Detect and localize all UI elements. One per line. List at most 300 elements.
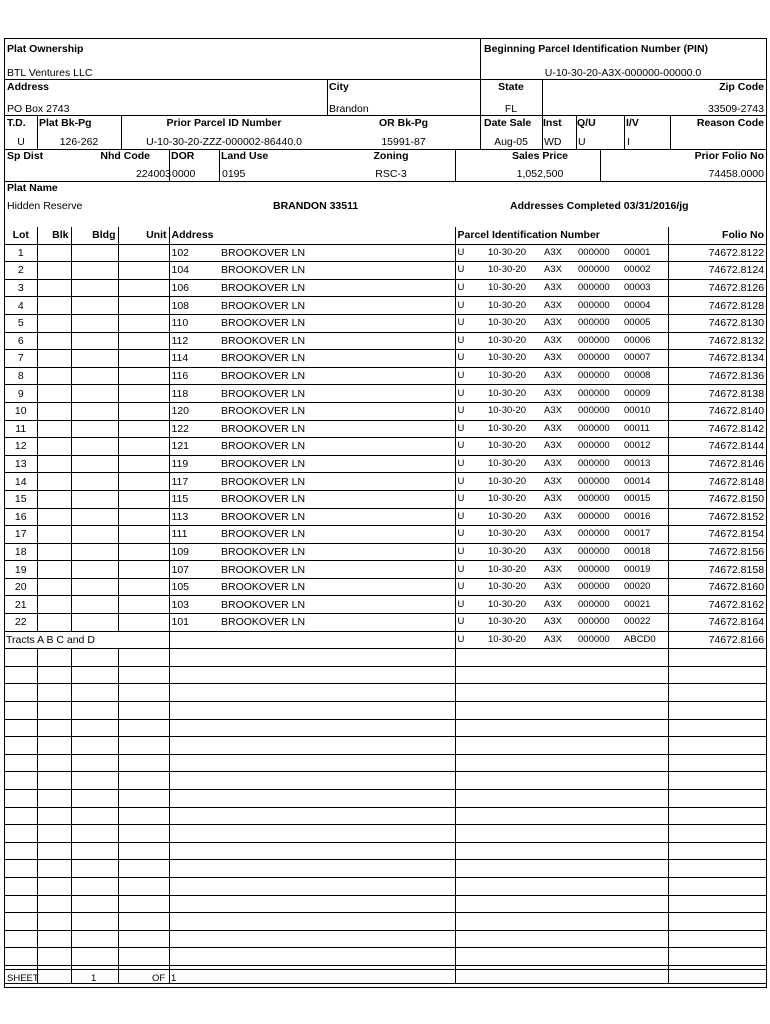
blank-row <box>5 948 766 966</box>
lot-cell <box>5 860 37 878</box>
table-row <box>5 578 766 596</box>
blank-row <box>5 790 766 808</box>
lot-cell <box>5 790 37 808</box>
pin-sec-cell: 10-30-20 <box>486 473 542 491</box>
pin-cell <box>455 649 668 667</box>
pin-sec-cell: 10-30-20 <box>486 614 542 632</box>
house-number-cell: 114 <box>169 350 219 368</box>
plat-bkpg-value: 126-262 <box>59 136 99 148</box>
street-cell: BROOKOVER LN <box>219 473 455 491</box>
lot-cell: 9 <box>5 385 37 403</box>
folio-cell: 74672.8158 <box>668 561 766 579</box>
unit-cell <box>118 490 169 508</box>
blk-cell <box>37 455 71 473</box>
street-cell: BROOKOVER LN <box>219 244 455 262</box>
dor-label: DOR <box>171 150 195 162</box>
folio-cell: 74672.8126 <box>668 279 766 297</box>
pin-lotno-cell: 00006 <box>622 332 668 350</box>
pin-sec-cell: 10-30-20 <box>486 543 542 561</box>
blank-row <box>5 807 766 825</box>
blank-row <box>5 684 766 702</box>
bldg-cell <box>71 455 118 473</box>
date-sale-label: Date Sale <box>484 117 532 129</box>
lot-cell <box>5 649 37 667</box>
house-number-cell: 117 <box>169 473 219 491</box>
table-row <box>5 262 766 280</box>
house-number-cell: 112 <box>169 332 219 350</box>
pin-u-cell: U <box>455 279 486 297</box>
col-lot: Lot <box>5 227 37 244</box>
pin-sec-cell: 10-30-20 <box>486 508 542 526</box>
pin-blk-cell: 000000 <box>576 262 622 280</box>
lot-cell: 7 <box>5 350 37 368</box>
pin-sub-cell: A3X <box>542 350 576 368</box>
lot-cell: 17 <box>5 526 37 544</box>
plat-name-label: Plat Name <box>7 182 58 194</box>
folio-cell <box>668 790 766 808</box>
bldg-cell <box>71 596 118 614</box>
pin-sec-cell: 10-30-20 <box>486 490 542 508</box>
pin-blk-cell: 000000 <box>576 596 622 614</box>
state-value: FL <box>504 103 518 115</box>
folio-cell: 74672.8148 <box>668 473 766 491</box>
divider <box>480 39 481 79</box>
pin-lotno-cell: 00008 <box>622 367 668 385</box>
pin-u-cell: U <box>455 543 486 561</box>
lot-cell: 14 <box>5 473 37 491</box>
street-cell: BROOKOVER LN <box>219 367 455 385</box>
house-number-cell: 107 <box>169 561 219 579</box>
pin-blk-cell: 000000 <box>576 385 622 403</box>
unit-cell <box>118 737 169 755</box>
divider <box>542 115 543 149</box>
pin-sec-cell: 10-30-20 <box>486 279 542 297</box>
pin-blk-cell: 000000 <box>576 561 622 579</box>
folio-cell: 74672.8142 <box>668 420 766 438</box>
unit-cell <box>118 842 169 860</box>
table-row <box>5 631 766 649</box>
folio-cell: 74672.8156 <box>668 543 766 561</box>
table-header <box>5 227 766 244</box>
bldg-cell <box>71 420 118 438</box>
bldg-cell <box>71 825 118 843</box>
pin-cell <box>455 684 668 702</box>
unit-cell <box>118 684 169 702</box>
blk-cell <box>37 719 71 737</box>
prior-folio-label: Prior Folio No <box>694 150 764 162</box>
pin-lotno-cell: ABCD0 <box>622 631 668 649</box>
bldg-cell <box>71 543 118 561</box>
reason-label: Reason Code <box>696 117 764 129</box>
col-blk: Blk <box>37 227 71 244</box>
street-cell: BROOKOVER LN <box>219 314 455 332</box>
house-number-cell: 116 <box>169 367 219 385</box>
prior-folio-value: 74458.0000 <box>708 168 764 180</box>
lot-cell <box>5 825 37 843</box>
bldg-cell <box>71 402 118 420</box>
house-number-cell: 108 <box>169 297 219 315</box>
folio-cell: 74672.8162 <box>668 596 766 614</box>
folio-cell: 74672.8132 <box>668 332 766 350</box>
td-value: U <box>17 136 25 148</box>
pin-u-cell: U <box>455 350 486 368</box>
blank-row <box>5 772 766 790</box>
folio-cell: 74672.8124 <box>668 262 766 280</box>
folio-cell: 74672.8134 <box>668 350 766 368</box>
blk-cell <box>37 614 71 632</box>
blk-cell <box>37 790 71 808</box>
bldg-cell <box>71 262 118 280</box>
unit-cell <box>118 930 169 948</box>
folio-cell <box>668 737 766 755</box>
pin-u-cell: U <box>455 578 486 596</box>
address-cell <box>169 737 455 755</box>
bldg-cell <box>71 702 118 720</box>
unit-cell <box>118 561 169 579</box>
bldg-cell <box>71 385 118 403</box>
folio-cell: 74672.8140 <box>668 402 766 420</box>
blk-cell <box>37 877 71 895</box>
pin-lotno-cell: 00003 <box>622 279 668 297</box>
pin-sec-cell: 10-30-20 <box>486 578 542 596</box>
blk-cell <box>37 473 71 491</box>
blank-row <box>5 860 766 878</box>
street-cell: BROOKOVER LN <box>219 614 455 632</box>
pin-lotno-cell: 00021 <box>622 596 668 614</box>
folio-cell: 74672.8144 <box>668 438 766 456</box>
pin-lotno-cell: 00009 <box>622 385 668 403</box>
iv-value: I <box>627 136 630 148</box>
blk-cell <box>37 350 71 368</box>
folio-cell: 74672.8122 <box>668 244 766 262</box>
unit-cell <box>118 754 169 772</box>
pin-cell <box>455 719 668 737</box>
pin-sec-cell: 10-30-20 <box>486 455 542 473</box>
pin-blk-cell: 000000 <box>576 508 622 526</box>
pin-lotno-cell: 00005 <box>622 314 668 332</box>
address-cell <box>169 790 455 808</box>
bldg-cell <box>71 790 118 808</box>
bldg-cell <box>71 913 118 931</box>
address-cell <box>169 754 455 772</box>
blk-cell <box>37 754 71 772</box>
divider <box>5 79 766 80</box>
unit-cell <box>118 666 169 684</box>
bldg-cell <box>71 350 118 368</box>
lot-cell <box>5 719 37 737</box>
unit-cell <box>118 948 169 966</box>
bldg-cell <box>71 948 118 966</box>
blank-row <box>5 649 766 667</box>
unit-cell <box>118 578 169 596</box>
pin-u-cell: U <box>455 297 486 315</box>
pin-sub-cell: A3X <box>542 279 576 297</box>
pin-sub-cell: A3X <box>542 367 576 385</box>
bldg-cell <box>71 860 118 878</box>
table-row <box>5 420 766 438</box>
house-number-cell: 110 <box>169 314 219 332</box>
house-number-cell: 109 <box>169 543 219 561</box>
col-unit: Unit <box>118 227 169 244</box>
bldg-cell <box>71 895 118 913</box>
folio-cell <box>668 807 766 825</box>
pin-u-cell: U <box>455 473 486 491</box>
bldg-cell <box>71 684 118 702</box>
unit-cell <box>118 913 169 931</box>
nhd-label: Nhd Code <box>100 150 150 162</box>
lot-cell: 4 <box>5 297 37 315</box>
pin-sub-cell: A3X <box>542 244 576 262</box>
pin-cell <box>455 930 668 948</box>
house-number-cell: 111 <box>169 526 219 544</box>
plat-sheet <box>4 38 767 988</box>
address-cell <box>169 877 455 895</box>
pin-sub-cell: A3X <box>542 596 576 614</box>
blank-row <box>5 842 766 860</box>
pin-sub-cell: A3X <box>542 543 576 561</box>
of-label: OF <box>152 973 166 984</box>
unit-cell <box>118 772 169 790</box>
sp-dist-label: Sp Dist <box>7 150 44 162</box>
pin-sec-cell: 10-30-20 <box>486 526 542 544</box>
unit-cell <box>118 279 169 297</box>
lot-cell: 20 <box>5 578 37 596</box>
col-folio: Folio No <box>668 227 766 244</box>
bldg-cell <box>71 807 118 825</box>
pin-lotno-cell: 00011 <box>622 420 668 438</box>
lot-cell <box>5 666 37 684</box>
pin-cell <box>455 877 668 895</box>
folio-cell <box>668 649 766 667</box>
street-cell: BROOKOVER LN <box>219 561 455 579</box>
pin-blk-cell: 000000 <box>576 526 622 544</box>
pin-lotno-cell: 00016 <box>622 508 668 526</box>
pin-value: U-10-30-20-A3X-000000-00000.0 <box>544 67 702 79</box>
folio-cell: 74672.8164 <box>668 614 766 632</box>
pin-lotno-cell: 00015 <box>622 490 668 508</box>
divider <box>480 115 481 149</box>
pin-lotno-cell: 00012 <box>622 438 668 456</box>
blk-cell <box>37 842 71 860</box>
pin-u-cell: U <box>455 244 486 262</box>
pin-blk-cell: 000000 <box>576 490 622 508</box>
pin-lotno-cell: 00019 <box>622 561 668 579</box>
divider <box>169 149 170 181</box>
unit-cell <box>118 543 169 561</box>
pin-blk-cell: 000000 <box>576 578 622 596</box>
street-cell: BROOKOVER LN <box>219 385 455 403</box>
land-use-value: 0195 <box>222 168 246 180</box>
blk-cell <box>37 526 71 544</box>
blk-cell <box>37 262 71 280</box>
blk-cell <box>37 402 71 420</box>
divider <box>5 115 766 116</box>
address-cell <box>169 666 455 684</box>
street-cell: BROOKOVER LN <box>219 350 455 368</box>
house-number-cell: 106 <box>169 279 219 297</box>
bldg-cell <box>71 754 118 772</box>
pin-blk-cell: 000000 <box>576 614 622 632</box>
bldg-cell <box>71 490 118 508</box>
pin-cell <box>455 948 668 966</box>
house-number-cell: 113 <box>169 508 219 526</box>
divider <box>542 79 543 115</box>
street-cell: BROOKOVER LN <box>219 526 455 544</box>
table-row <box>5 314 766 332</box>
bldg-cell <box>71 614 118 632</box>
house-number-cell <box>169 631 219 649</box>
house-number-cell: 101 <box>169 614 219 632</box>
street-cell: BROOKOVER LN <box>219 279 455 297</box>
blk-cell <box>37 244 71 262</box>
unit-cell <box>118 314 169 332</box>
address-cell <box>169 719 455 737</box>
blk-cell <box>37 772 71 790</box>
folio-cell <box>668 825 766 843</box>
divider <box>219 149 220 181</box>
nhd-value: 224003 <box>135 168 171 180</box>
address-cell <box>169 649 455 667</box>
folio-cell: 74672.8154 <box>668 526 766 544</box>
pin-u-cell: U <box>455 490 486 508</box>
table-row <box>5 508 766 526</box>
pin-lotno-cell: 00018 <box>622 543 668 561</box>
blk-cell <box>37 702 71 720</box>
blank-row <box>5 737 766 755</box>
blank-row <box>5 666 766 684</box>
pin-lotno-cell: 00001 <box>622 244 668 262</box>
unit-cell <box>118 877 169 895</box>
folio-cell <box>668 666 766 684</box>
completed-note: Addresses Completed 03/31/2016/jg <box>510 200 689 212</box>
or-bkpg-value: 15991-87 <box>381 136 426 148</box>
blk-cell <box>37 438 71 456</box>
pin-blk-cell: 000000 <box>576 314 622 332</box>
unit-cell <box>118 702 169 720</box>
table-row <box>5 614 766 632</box>
blank-row <box>5 702 766 720</box>
col-bldg: Bldg <box>71 227 118 244</box>
blk-cell <box>37 490 71 508</box>
unit-cell <box>118 297 169 315</box>
blk-cell <box>37 666 71 684</box>
pin-sub-cell: A3X <box>542 297 576 315</box>
address-cell <box>169 684 455 702</box>
blank-row <box>5 895 766 913</box>
street-cell: BROOKOVER LN <box>219 420 455 438</box>
house-number-cell: 119 <box>169 455 219 473</box>
folio-cell <box>668 719 766 737</box>
bldg-cell <box>71 842 118 860</box>
pin-lotno-cell: 00004 <box>622 297 668 315</box>
divider <box>576 115 577 149</box>
table-row <box>5 543 766 561</box>
table-row <box>5 526 766 544</box>
bldg-cell <box>71 930 118 948</box>
pin-sub-cell: A3X <box>542 262 576 280</box>
lot-cell <box>5 842 37 860</box>
blank-row <box>5 825 766 843</box>
blank-row <box>5 877 766 895</box>
table-row <box>5 244 766 262</box>
folio-cell <box>668 772 766 790</box>
pin-blk-cell: 000000 <box>576 367 622 385</box>
pin-cell <box>455 702 668 720</box>
folio-cell <box>668 948 766 966</box>
folio-cell: 74672.8130 <box>668 314 766 332</box>
pin-lotno-cell: 00014 <box>622 473 668 491</box>
table-row <box>5 297 766 315</box>
table-row <box>5 490 766 508</box>
pin-sec-cell: 10-30-20 <box>486 402 542 420</box>
unit-cell <box>118 473 169 491</box>
lot-cell <box>5 702 37 720</box>
inst-label: Inst <box>543 117 562 129</box>
unit-cell <box>118 244 169 262</box>
divider <box>327 79 328 115</box>
prior-pin-label: Prior Parcel ID Number <box>166 117 282 129</box>
address-cell <box>169 807 455 825</box>
pin-sec-cell: 10-30-20 <box>486 596 542 614</box>
unit-cell <box>118 385 169 403</box>
pin-cell <box>455 825 668 843</box>
pin-blk-cell: 000000 <box>576 455 622 473</box>
pin-cell <box>455 737 668 755</box>
divider <box>600 149 601 181</box>
plat-bkpg-label: Plat Bk-Pg <box>39 117 92 129</box>
unit-cell <box>118 526 169 544</box>
bldg-cell <box>71 297 118 315</box>
pin-sub-cell: A3X <box>542 578 576 596</box>
bldg-cell <box>71 772 118 790</box>
blk-cell <box>37 578 71 596</box>
pin-sec-cell: 10-30-20 <box>486 420 542 438</box>
folio-cell <box>668 930 766 948</box>
folio-cell <box>668 877 766 895</box>
bldg-cell <box>71 279 118 297</box>
blank-row <box>5 754 766 772</box>
zip-value: 33509-2743 <box>707 103 764 115</box>
street-cell: BROOKOVER LN <box>219 438 455 456</box>
zip-label: Zip Code <box>719 81 764 93</box>
folio-cell <box>668 860 766 878</box>
blk-cell <box>37 279 71 297</box>
lot-cell: 5 <box>5 314 37 332</box>
street-cell: BROOKOVER LN <box>219 297 455 315</box>
street-cell: BROOKOVER LN <box>219 455 455 473</box>
dor-value: 0000 <box>172 168 196 180</box>
zoning-value: RSC-3 <box>375 168 407 180</box>
lot-cell: 10 <box>5 402 37 420</box>
pin-blk-cell: 000000 <box>576 473 622 491</box>
lot-cell: 18 <box>5 543 37 561</box>
lot-cell: 13 <box>5 455 37 473</box>
folio-cell: 74672.8160 <box>668 578 766 596</box>
bldg-cell <box>71 526 118 544</box>
col-address: Address <box>169 227 455 244</box>
lot-cell <box>5 913 37 931</box>
folio-cell: 74672.8152 <box>668 508 766 526</box>
unit-cell <box>118 350 169 368</box>
lot-cell: 21 <box>5 596 37 614</box>
street-cell: BROOKOVER LN <box>219 578 455 596</box>
blk-cell <box>37 825 71 843</box>
pin-sec-cell: 10-30-20 <box>486 631 542 649</box>
unit-cell <box>118 614 169 632</box>
lot-cell: 6 <box>5 332 37 350</box>
blk-cell <box>37 297 71 315</box>
blk-cell <box>37 508 71 526</box>
